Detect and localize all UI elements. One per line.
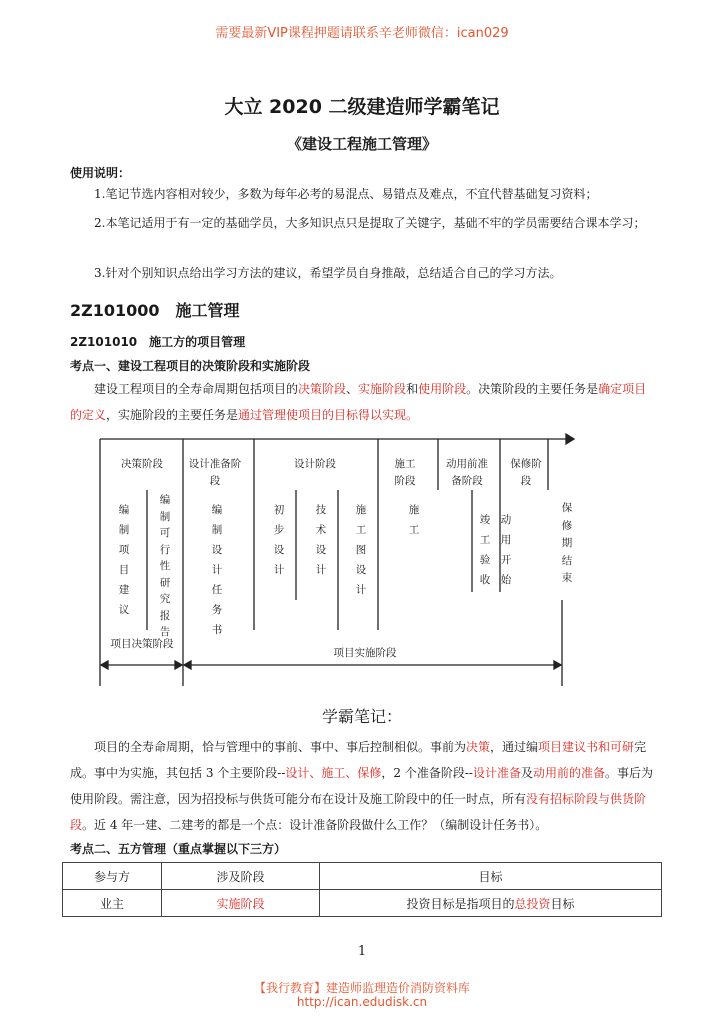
table-cell-stage: 实施阶段	[162, 890, 320, 917]
header-design: 设计阶段	[294, 458, 336, 470]
table-cell-party: 业主	[63, 890, 162, 917]
label-impl-phase: 项目实施阶段	[333, 647, 397, 659]
header-construction: 施工阶段	[394, 458, 416, 487]
notes-paragraph: 项目的全寿命周期，恰与管理中的事前、事中、事后控制相似。事前为决策，通过编项目建议书和可研完成。事中为实施，其包括 3 个主要阶段--设计、施工、保修，2 个准备阶段--设计准备及动用前的准备。事后为使用阶段。需注意，因为招投标与供货可能分布在设计及施工阶段中的任一时点，所有没有招标阶段与供货阶段。近 4 年一建、二建考的都是一个点：设计准备阶段做什么工作？（编制设计任务书）。	[70, 740, 654, 832]
item-task-book: 编制设计任务书	[211, 504, 223, 636]
chapter-heading: 2Z101000 施工管理	[70, 301, 240, 320]
page-number: 1	[357, 944, 367, 959]
usage-heading: 使用说明：	[70, 166, 131, 180]
watermark-bottom-line2: http://ican.edudisk.cn	[296, 995, 428, 1009]
table-header-cell: 目标	[320, 863, 662, 890]
table-cell-goal: 投资目标是指项目的总投资目标	[320, 890, 662, 917]
point2-heading: 考点二、五方管理（重点掌握以下三方）	[70, 842, 287, 856]
watermark-top: 需要最新VIP课程押题请联系辛老师微信：ican029	[215, 26, 509, 41]
usage-item-1: 1.笔记节选内容相对较少，多数为每年必考的易混点、易错点及难点，不宜代替基础复习资料；	[94, 187, 598, 201]
point1-heading: 考点一、建设工程项目的决策阶段和实施阶段	[70, 359, 311, 373]
item-warranty-end: 保修期结束	[561, 502, 573, 584]
table-header-row	[63, 863, 662, 890]
header-warranty: 保修阶段	[510, 458, 542, 487]
item-proposal: 编制项目建议	[118, 504, 130, 616]
table-row	[63, 890, 662, 917]
item-start-use: 动用开始	[500, 514, 512, 586]
label-decision-phase: 项目决策阶段	[110, 638, 174, 650]
header-decision: 决策阶段	[121, 458, 163, 470]
usage-item-2: 2.本笔记适用于有一定的基础学员，大多知识点只是提取了关键字，基础不牢的学员需要结合课本学习；	[94, 216, 646, 230]
usage-item-3: 3.针对个别知识点给出学习方法的建议，希望学员自身推敲，总结适合自己的学习方法。	[94, 266, 562, 280]
watermark-bottom-line1: 【我行教育】建造师监理造价消防资料库	[253, 981, 470, 995]
item-build: 施工	[408, 504, 420, 536]
item-acceptance: 竣工验收	[479, 514, 491, 586]
item-drawing: 施工图设计	[355, 504, 367, 596]
page-subtitle: 《建设工程施工管理》	[286, 135, 437, 153]
header-pre-use: 动用前准备阶段	[446, 458, 488, 487]
page-title: 大立 2020 二级建造师学霸笔记	[224, 96, 500, 118]
header-design-prep: 设计准备阶段	[188, 458, 242, 487]
notes-title: 学霸笔记：	[321, 707, 402, 726]
item-feasibility: 编制可行性研究报告	[159, 494, 171, 638]
timeline-arrowhead	[566, 434, 574, 444]
five-parties-table	[62, 862, 662, 917]
item-technical: 技术设计	[315, 504, 327, 576]
table-header-cell: 参与方	[63, 863, 162, 890]
item-prelim: 初步设计	[273, 504, 285, 576]
section-heading: 2Z101010 施工方的项目管理	[70, 335, 246, 349]
point1-paragraph: 建设工程项目的全寿命周期包括项目的决策阶段、实施阶段和使用阶段。决策阶段的主要任务是确定项目的定义，实施阶段的主要任务是通过管理使项目的目标得以实现。	[70, 382, 647, 422]
table-header-cell: 涉及阶段	[162, 863, 320, 890]
